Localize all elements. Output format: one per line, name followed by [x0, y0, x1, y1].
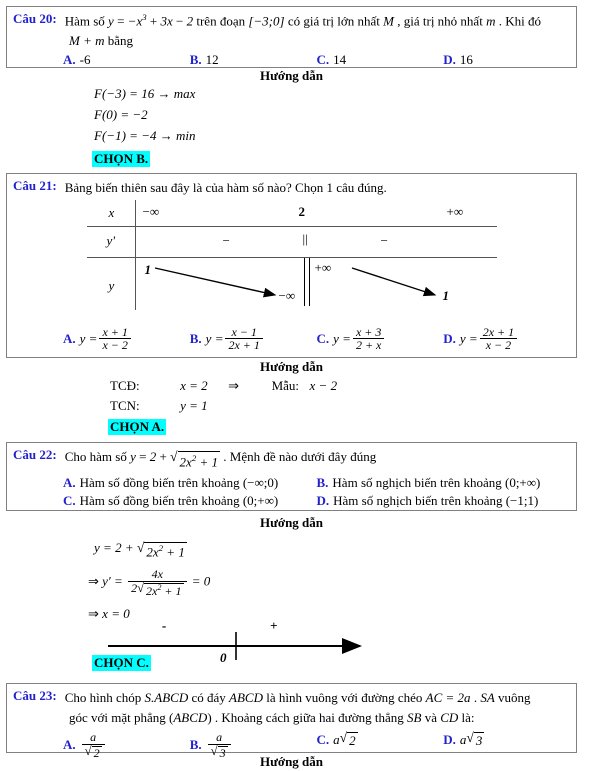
option-d-radicand: 3 [475, 733, 483, 748]
option-c-value: Hàm số đồng biến trên khoảng (0;+∞) [79, 492, 279, 508]
solution-20-line3: F(−1) = −4 → min [94, 128, 196, 143]
option-b-denominator: √ 3 [210, 743, 226, 760]
tcn-value: y = 1 [180, 398, 208, 413]
huong-dan-23: Hướng dẫn [259, 754, 324, 769]
table-yprime-sign-left: − [222, 232, 230, 248]
option-c[interactable] [317, 731, 444, 749]
huong-dan-21: Hướng dẫn [259, 359, 324, 374]
option-a-denominator: √ 2 [84, 743, 100, 760]
option-c-fraction [353, 326, 384, 352]
option-c-numerator: x + 3 [353, 326, 384, 340]
option-c[interactable] [317, 326, 444, 352]
mau-label: Mẫu: [271, 378, 300, 393]
option-a[interactable] [63, 475, 317, 491]
sign-minus: - [162, 618, 167, 633]
solution-20-line2: F(0) = −2 [94, 107, 148, 122]
question-22-options-row1 [7, 472, 576, 492]
question-box-cau-22 [6, 442, 577, 511]
option-c-letter: C. [316, 732, 330, 747]
question-20-header [7, 7, 576, 31]
solution-20-line1: F(−3) = 16 → max [94, 86, 196, 101]
option-b-numerator: a [208, 731, 231, 745]
question-box-cau-20 [6, 6, 577, 68]
option-c[interactable] [63, 493, 317, 509]
option-d-lhs: y = [459, 330, 478, 346]
question-23-text: Cho hình chóp S.ABCD có đáy ABCD là hình vuông với đường chéo AC = 2a . SA vuông [64, 690, 531, 705]
table-y-value-1: 1 [144, 261, 151, 277]
option-a-letter: A. [63, 737, 76, 753]
table-yprime-sign-right: − [380, 232, 388, 248]
option-b-lhs: y = [205, 330, 224, 346]
option-a-letter: A. [63, 330, 76, 346]
variation-table [87, 200, 497, 318]
solution-22-line3: ⇒ x = 0 [88, 606, 130, 621]
derivative-rhs: = 0 [191, 573, 211, 589]
question-21-label: Câu 21: [13, 178, 57, 193]
mau-value: x − 2 [309, 378, 338, 393]
option-b[interactable] [190, 326, 317, 352]
question-23-label: Câu 23: [13, 688, 57, 703]
option-d-sqrt: √ 3 [466, 730, 483, 748]
option-d[interactable] [317, 493, 571, 509]
solution-21-tcn [110, 398, 208, 414]
huong-dan-20: Hướng dẫn [259, 68, 324, 83]
chon-20: CHỌN B. [94, 151, 149, 166]
option-a-letter: A. [63, 474, 76, 490]
table-x-plus-infinity: +∞ [446, 203, 464, 219]
option-a-letter: A. [63, 52, 76, 68]
option-c-coefficient: a [333, 732, 340, 747]
table-y-value-plus-infinity: +∞ [314, 259, 332, 275]
option-d[interactable] [443, 326, 570, 352]
derivative-numerator: 4x [128, 568, 186, 582]
question-20-label: Câu 20: [13, 11, 57, 26]
tcd-value: x = 2 [180, 378, 208, 393]
solution-21-tcd [110, 378, 337, 394]
option-b-letter: B. [189, 330, 202, 346]
option-a-numerator: x + 1 [99, 326, 130, 340]
question-21-options [7, 320, 576, 357]
question-20-text-line2: M + m bằng [69, 32, 134, 48]
option-d-coefficient: a [459, 732, 467, 747]
option-d-letter: D. [443, 732, 456, 747]
option-b-letter: B. [189, 52, 202, 68]
sign-zero: 0 [220, 650, 227, 665]
option-d-value: Hàm số nghịch biến trên khoảng (−1;1) [333, 492, 539, 508]
option-d-denominator: x − 2 [485, 338, 512, 353]
option-a-value: -6 [79, 52, 91, 68]
table-y-value-2: 1 [442, 287, 449, 303]
option-a-value: Hàm số đồng biến trên khoảng (−∞;0) [79, 474, 279, 490]
option-d-letter: D. [443, 330, 456, 346]
option-d[interactable] [443, 52, 570, 68]
question-21-header [7, 174, 576, 198]
option-a-denominator: x − 2 [102, 338, 128, 353]
option-b-letter: B. [189, 737, 202, 753]
question-box-cau-21 [6, 173, 577, 358]
table-row-x-label: x [108, 204, 115, 220]
option-d-value: 16 [459, 52, 473, 68]
table-row-yprime-label: y' [106, 232, 116, 248]
question-22-options-row2 [7, 492, 576, 514]
option-c-letter: C. [63, 492, 76, 508]
option-a-lhs: y = [79, 330, 98, 346]
option-d-numerator: 2x + 1 [480, 326, 517, 340]
huong-dan-22: Hướng dẫn [259, 515, 324, 530]
option-c-value: 14 [333, 52, 347, 68]
question-20-text: Hàm số $y = -x^3 + 3x - 2$ trên đoạn [−3;0] có giá trị lớn nhất M , giá trị nhỏ nhất m . Khi đó [64, 12, 541, 29]
chon-22: CHỌN C. [94, 655, 149, 670]
question-23-header [7, 684, 576, 708]
table-arrows [87, 200, 497, 318]
sign-plus: + [270, 618, 278, 633]
option-c-denominator: 2 + x [355, 338, 382, 353]
question-23-text-line2: góc với mặt phẳng (ABCD) . Khoảng cách giữa hai đường thẳng SB và CD là: [69, 709, 475, 725]
option-c-radicand: 2 [349, 733, 356, 748]
option-b-numerator: x − 1 [225, 326, 262, 340]
option-b[interactable] [317, 475, 571, 491]
table-row-y-label: y [108, 277, 115, 293]
question-box-cau-23 [6, 683, 577, 760]
option-d-letter: D. [316, 492, 330, 508]
option-c-letter: C. [316, 330, 330, 346]
table-x-minus-infinity: −∞ [142, 203, 160, 219]
implies-symbol: ⇒ [228, 378, 240, 393]
option-d-letter: D. [443, 52, 456, 68]
question-22-label: Câu 22: [13, 447, 57, 462]
option-b-fraction [225, 326, 262, 352]
option-d-fraction [480, 326, 517, 352]
option-c-letter: C. [316, 52, 330, 68]
sqrt-expression: √ $2x^2 + 1$ [170, 450, 220, 472]
solution-22-line1: y = 2 + √ $2x^2 + 1$ [94, 540, 185, 560]
option-a[interactable] [63, 52, 190, 68]
table-yprime-bar: || [302, 230, 308, 246]
derivative-denominator: 2 √ $2x^2 + 1$ [131, 580, 182, 598]
option-a[interactable] [63, 326, 190, 352]
question-22-header [7, 443, 576, 472]
option-b-value: Hàm số nghịch biến trên khoảng (0;+∞) [332, 474, 541, 490]
option-c-sqrt: √ 2 [339, 730, 356, 748]
option-d[interactable] [443, 731, 570, 749]
tcn-label: TCN: [110, 398, 140, 413]
tcd-label: TCĐ: [110, 378, 140, 393]
option-b[interactable] [190, 52, 317, 68]
question-21-text: Bảng biến thiên sau đây là của hàm số nào? Chọn 1 câu đúng. [64, 180, 387, 195]
option-b-value: 12 [205, 52, 219, 68]
option-b-letter: B. [316, 474, 329, 490]
table-x-two: 2 [298, 203, 305, 219]
option-c[interactable] [317, 52, 444, 68]
question-22-text: Cho hàm số y = 2 + √ $2x^2 + 1$ . Mệnh đề nào dưới đây đúng [65, 447, 570, 472]
option-b-denominator: 2x + 1 [228, 338, 260, 353]
solution-sqrt-1: √ $2x^2 + 1$ [136, 540, 185, 560]
option-c-lhs: y = [333, 330, 351, 346]
derivative-fraction [128, 568, 186, 597]
option-a-fraction [99, 326, 130, 352]
table-y-value-minus-infinity: −∞ [278, 287, 296, 303]
option-a-numerator: a [82, 731, 105, 745]
solution-22-line2: ⇒ y′ = 4x 2 √ $2x^2 + 1$ = 0 [88, 567, 211, 598]
chon-21: CHỌN A. [110, 419, 165, 434]
